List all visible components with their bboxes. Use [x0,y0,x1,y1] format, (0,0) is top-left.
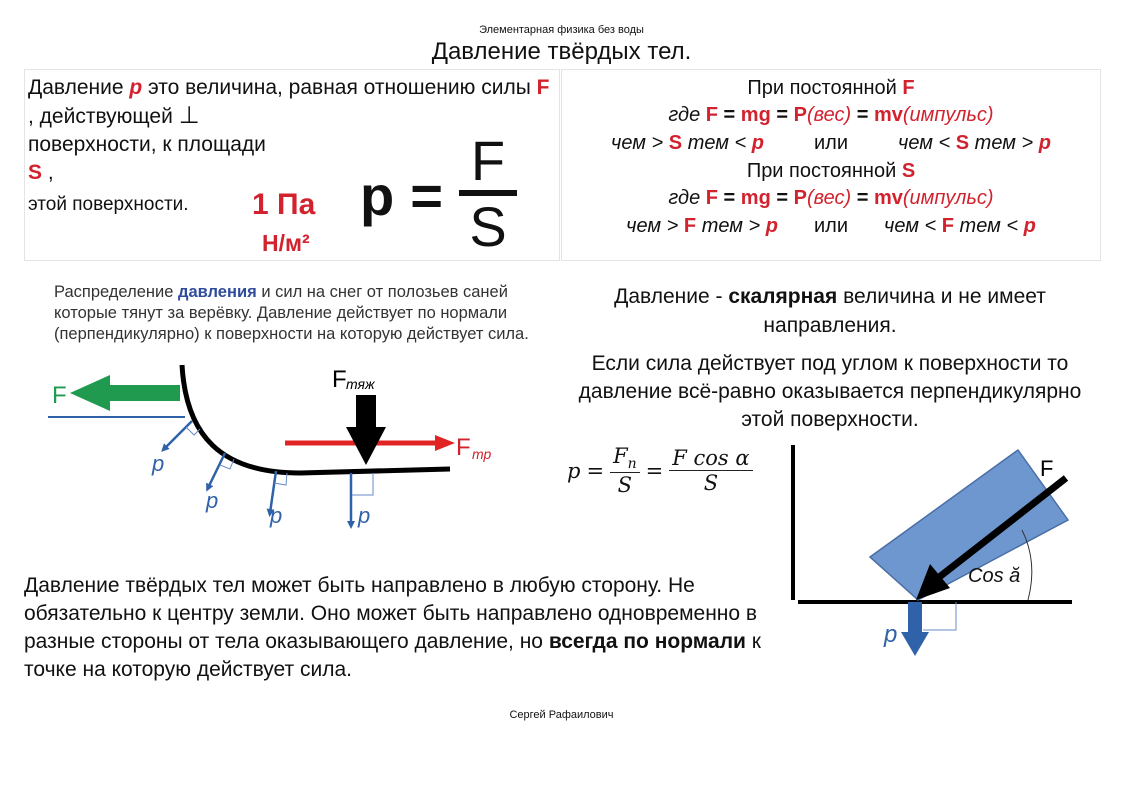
c1-where: где [668,104,706,126]
f2-fraction-1 [610,444,640,497]
def-t4: поверхности, к площади [28,133,266,156]
c4-F: F [683,215,697,237]
case-line-1 [561,101,1101,129]
top-header: Элементарная физика без воды [479,24,644,36]
sled-caption [54,282,554,345]
c2-a: чем > [611,132,669,154]
case-heading-S-var: S [901,160,916,182]
c3-eq1: = [718,187,741,209]
def-t3: , действующей [28,105,179,128]
f2-den1: S [617,473,633,498]
main-formula-num: F [459,132,517,196]
f2-num1-F: F [613,444,628,468]
perp-symbol: ⊥ [178,102,200,129]
normal-force-formula [567,444,753,497]
pressure-arrow-2 [208,453,225,488]
f2-eq: = [586,458,605,483]
label-F-g: F [332,366,347,393]
c2-S: S [668,132,683,154]
label-F-g-sub: тяж [346,376,375,392]
c3-mg: mg [740,187,771,209]
c1-eq3: = [851,104,874,126]
label-F-tr-sub: тр [472,446,492,462]
f2-num1-sub: n [627,456,637,473]
c2-or: или [813,132,848,154]
label-p-block: р [884,621,898,648]
c4-F2: F [941,215,954,237]
case-heading-F [561,74,1101,102]
f2-eq2: = [645,458,664,483]
label-p-4: р [358,503,371,528]
pull-force-arrow [70,375,180,411]
case-line-4 [561,212,1101,240]
c4-p: р [765,215,778,237]
c1-mg: mg [740,104,771,126]
c4-b: тем > [696,215,766,237]
def-p: р [129,76,143,99]
label-F-block: F [1040,456,1054,481]
c3-imp: (импульс) [902,187,994,209]
scalar-statement [562,282,1098,340]
c1-eq1: = [718,104,741,126]
scalar-b: величина и не имеет направления. [763,285,1046,337]
case-line-3 [561,184,1101,212]
c2-b: тем < [682,132,752,154]
sled-caption-a: Распределение [54,283,178,301]
bottom-bold: всегда по нормали [548,630,746,653]
c3-eq3: = [851,187,874,209]
c3-ves: (вес) [806,187,852,209]
bottom-statement [24,572,794,684]
case-heading-S [561,157,1101,185]
bottom-a: Давление твёрдых тел может быть направлено в любую сторону. Не обязательно к центру земли. Оно может быть направлено одновременно в разные стороны от тела оказывающего давление, но [24,574,758,653]
c3-mv: mv [873,187,903,209]
pressure-arrow-head [901,632,929,656]
c2-p: р [751,132,764,154]
c2-p2: р [1038,132,1051,154]
case-heading-F-var: F [902,77,915,99]
f2-p: p [567,458,581,483]
pressure-arrow-1 [164,421,192,449]
c1-P: P [793,104,807,126]
sled-diagram [40,355,540,535]
gravity-arrow [346,395,386,465]
c1-F: F [705,104,718,126]
def-F: F [536,76,550,99]
c2-S2: S [955,132,970,154]
unit-newton-per-m2: Н/м² [262,230,310,256]
main-formula [360,129,517,258]
c4-p2: р [1023,215,1036,237]
case-heading-F-text: При постоянной [747,77,903,99]
c4-d: тем < [953,215,1024,237]
f2-num2: F cos α [669,446,752,471]
c1-imp: (импульс) [902,104,994,126]
f2-num1 [610,444,640,473]
c3-where: где [668,187,706,209]
label-cos: Cos ă [968,565,1021,587]
main-formula-fraction [459,129,517,258]
label-F-pull: F [52,382,67,409]
scalar-a: Давление - [614,285,729,308]
label-p-2: р [206,488,219,513]
label-p-3: р [270,503,283,528]
c4-a: чем > [626,215,684,237]
unit-pascal: 1 Па [252,188,316,221]
c4-c: чем < [884,215,942,237]
right-angle-4 [352,473,373,495]
def-t5: , [42,161,54,184]
c1-ves: (вес) [806,104,852,126]
block-diagram [790,440,1090,662]
c3-F: F [705,187,718,209]
main-formula-eq: = [410,163,443,227]
c4-or: или [813,215,848,237]
sled-caption-bold: давления [177,283,257,301]
f2-den2: S [703,471,719,496]
pressure-arrow-shaft [908,602,922,634]
case-heading-S-text: При постоянной [746,160,902,182]
c2-d: тем > [969,132,1039,154]
c2-c: чем < [898,132,956,154]
main-formula-lhs: p [360,163,395,227]
label-p-1: р [152,451,165,476]
page-title: Давление твёрдых тел. [431,38,692,65]
angle-statement: Если сила действует под углом к поверхности то давление всё-равно оказывается перпендикулярно этой поверхности. [578,352,1082,431]
author: Сергей Рафаилович [509,709,614,721]
def-t6: этой поверхности. [28,194,189,215]
main-formula-den: S [469,195,507,258]
label-F-tr: F [456,434,471,461]
def-line-3 [28,131,278,187]
c1-mv: mv [873,104,903,126]
f2-fraction-2 [669,446,752,495]
def-t2: это величина, равная отношению силы [142,76,537,99]
case-line-2 [561,129,1101,157]
c3-P: P [793,187,807,209]
scalar-bold: скалярная [728,285,838,308]
sled-caption-b: и сил на снег от полозьев саней которые тянут за верёвку. Давление действует по нормали (перпендикулярно) к поверхности на которую действует сила. [54,283,529,343]
friction-arrow-head [435,435,455,451]
c3-eq2: = [770,187,794,209]
def-t1: Давление [28,76,130,99]
bottom-b: к точке на которую действует сила. [24,630,761,681]
right-angle-block [923,602,956,630]
c1-eq2: = [770,104,794,126]
def-S: S [28,161,43,184]
